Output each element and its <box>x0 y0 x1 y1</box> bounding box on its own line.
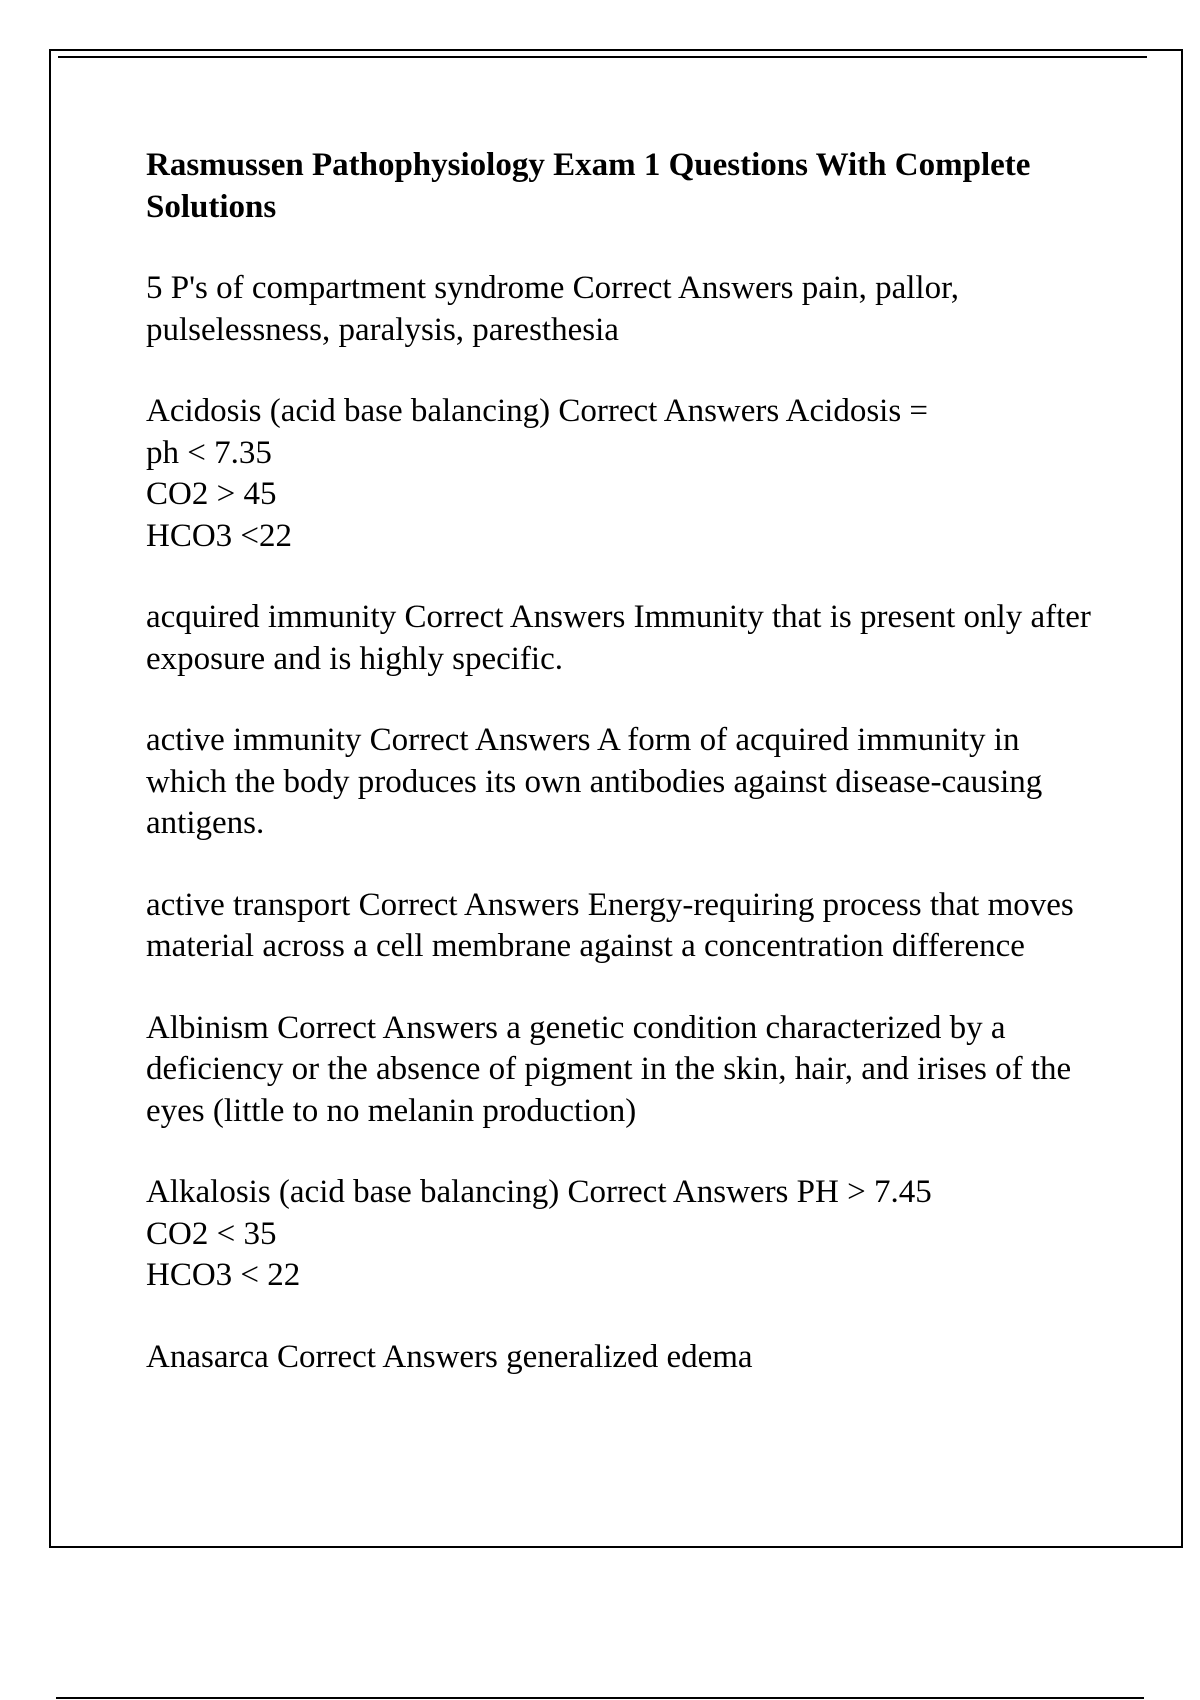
qa-entry <box>146 597 1100 680</box>
qa-term: Alkalosis (acid base balancing) <box>146 1174 560 1210</box>
correct-answers-label: Correct Answers <box>277 1338 498 1375</box>
qa-entry <box>146 1172 1096 1297</box>
correct-answers-label: Correct Answers <box>558 393 780 429</box>
correct-answers-label: Correct Answers <box>572 270 794 306</box>
qa-entry <box>146 1008 1096 1133</box>
qa-answer: PH > 7.45 <box>796 1174 932 1210</box>
qa-list <box>146 268 1100 1378</box>
top-rule <box>58 56 1147 58</box>
qa-answer: CO2 > 45 <box>146 476 277 512</box>
qa-answer: Acidosis = <box>785 393 929 429</box>
correct-answers-label: Correct Answers <box>567 1174 789 1210</box>
qa-answer: pain, pallor, pulselessness, paralysis, paresthesia <box>146 270 968 348</box>
qa-entry <box>146 268 1096 351</box>
qa-term: acquired immunity <box>146 599 397 635</box>
qa-answer: Immunity that is present only after exposure and is highly specific. <box>146 599 1100 677</box>
qa-answer: A form of acquired immunity in which the body produces its own antibodies against disease-causing antigens. <box>146 722 1051 841</box>
correct-answers-label: Correct Answers <box>277 1009 498 1046</box>
qa-entry <box>146 720 1096 845</box>
qa-answer: HCO3 < 22 <box>146 1257 301 1293</box>
qa-answer: generalized edema <box>506 1338 753 1375</box>
qa-term: 5 P's of compartment syndrome <box>146 270 565 306</box>
document-body <box>146 144 1100 1418</box>
qa-term: active immunity <box>146 722 362 758</box>
document-title: Rasmussen Pathophysiology Exam 1 Questions With Complete Solutions <box>146 147 1031 225</box>
qa-term: Acidosis (acid base balancing) <box>146 393 551 429</box>
qa-answer: HCO3 <22 <box>146 517 293 554</box>
qa-entry <box>146 391 1096 557</box>
qa-answer: a genetic condition characterized by a deficiency or the absence of pigment in the skin, hair, and irises of the eyes (little to no melanin production) <box>146 1009 1080 1129</box>
bottom-rule <box>56 1697 1144 1699</box>
qa-entry <box>146 885 1096 968</box>
qa-term: active transport <box>146 886 351 923</box>
qa-entry <box>146 1337 1096 1379</box>
correct-answers-label: Correct Answers <box>369 722 591 758</box>
qa-answer: ph < 7.35 <box>146 434 272 471</box>
qa-term: Anasarca <box>146 1338 269 1375</box>
correct-answers-label: Correct Answers <box>404 599 626 635</box>
qa-term: Albinism <box>146 1009 269 1046</box>
qa-answer: CO2 < 35 <box>146 1215 277 1252</box>
qa-answer: Energy-requiring process that moves material across a cell membrane against a concentration difference <box>146 886 1082 964</box>
correct-answers-label: Correct Answers <box>358 886 580 923</box>
